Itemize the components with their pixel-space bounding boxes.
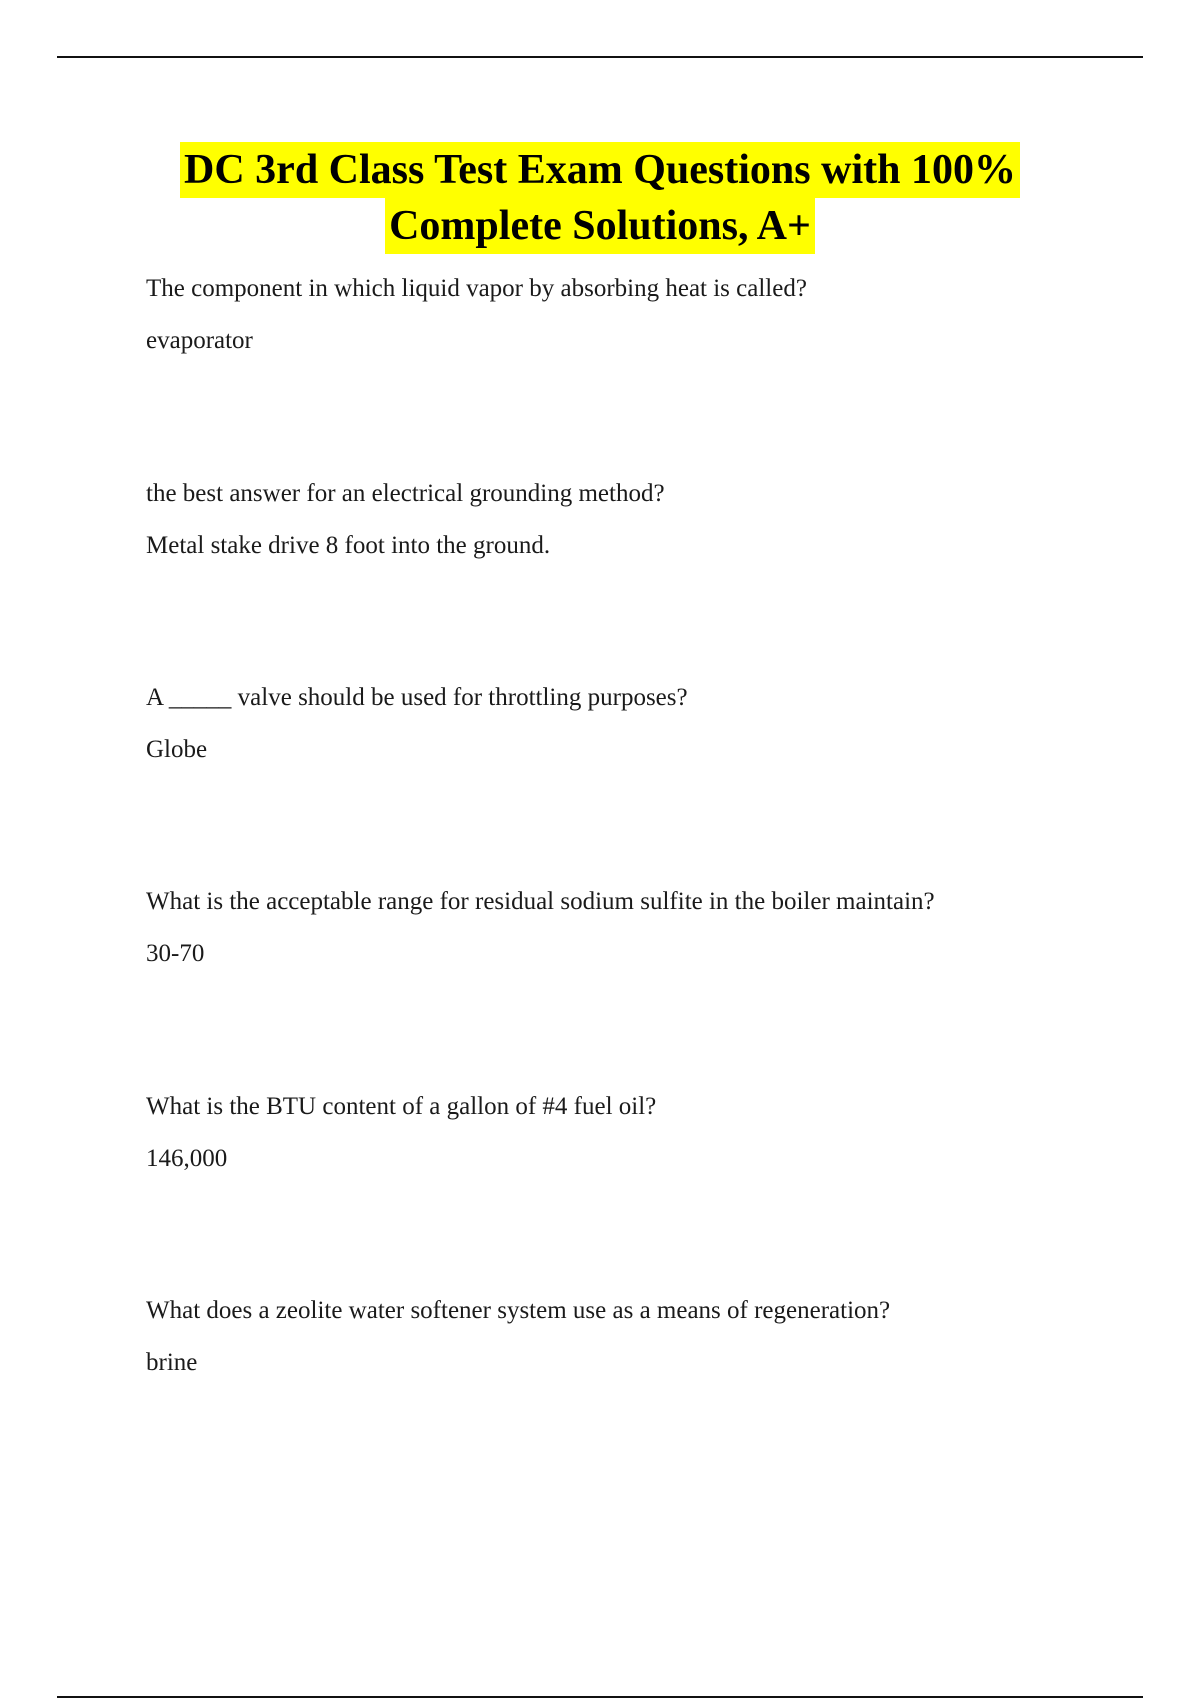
title-line-1: DC 3rd Class Test Exam Questions with 100% (180, 142, 1020, 198)
question-text: What does a zeolite water softener system use as a means of regeneration? (146, 1297, 891, 1324)
question-text: the best answer for an electrical grounding method? (146, 480, 665, 507)
answer-text: evaporator (146, 327, 253, 354)
answer-text: Metal stake drive 8 foot into the ground. (146, 532, 551, 559)
page-title (0, 142, 1200, 254)
answer-text: 30-70 (146, 940, 205, 967)
answer-text: 146,000 (146, 1145, 228, 1172)
answer-text: brine (146, 1349, 198, 1376)
qa-item-3 (146, 683, 1106, 765)
header-rule (57, 56, 1143, 58)
title-line-2: Complete Solutions, A+ (385, 198, 815, 254)
qa-item-6 (146, 1296, 1106, 1378)
qa-item-5 (146, 1092, 1106, 1174)
question-text: The component in which liquid vapor by absorbing heat is called? (146, 275, 807, 302)
question-text: What is the BTU content of a gallon of #4 fuel oil? (146, 1093, 657, 1120)
qa-item-4 (146, 887, 1106, 969)
qa-item-1 (146, 274, 1106, 356)
footer-rule (57, 1696, 1143, 1698)
question-text: What is the acceptable range for residual sodium sulfite in the boiler maintain? (146, 888, 935, 915)
qa-item-2 (146, 479, 1106, 561)
answer-text: Globe (146, 736, 208, 763)
question-text: A _____ valve should be used for throttling purposes? (146, 684, 688, 711)
